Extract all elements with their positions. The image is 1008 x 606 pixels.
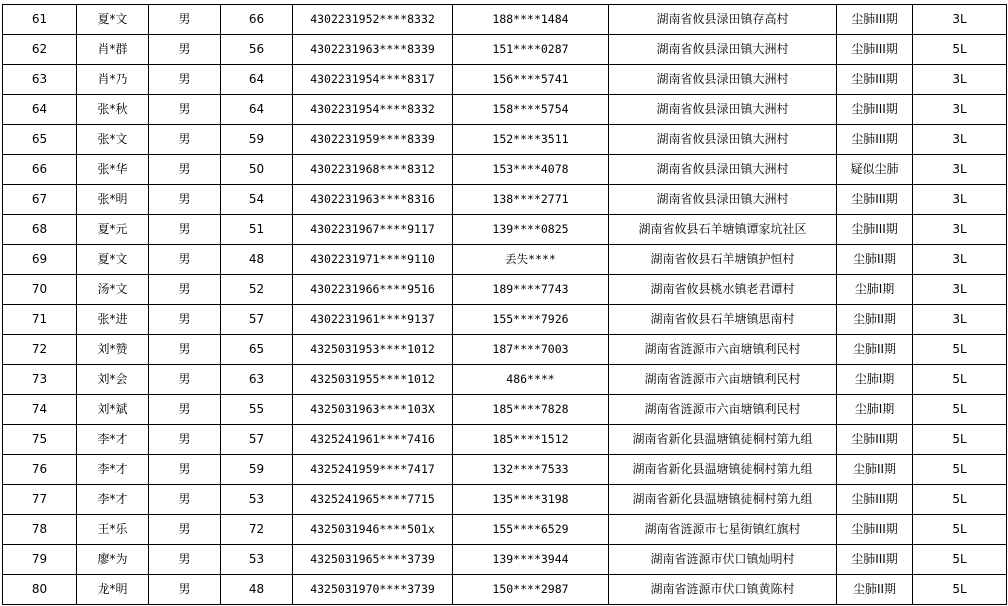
row-number-cell: 63 — [3, 65, 77, 95]
volume-cell: 5L — [913, 515, 1007, 545]
address-cell: 湖南省涟源市六亩塘镇利民村 — [609, 395, 837, 425]
address-cell: 湖南省新化县温塘镇徒桐村第九组 — [609, 425, 837, 455]
row-number-cell: 62 — [3, 35, 77, 65]
id-number-cell: 4325031953****1012 — [293, 335, 453, 365]
gender-cell: 男 — [149, 395, 221, 425]
age-cell: 64 — [221, 95, 293, 125]
name-cell: 张*文 — [77, 125, 149, 155]
row-number-cell: 73 — [3, 365, 77, 395]
volume-cell: 3L — [913, 245, 1007, 275]
address-cell: 湖南省新化县温塘镇徒桐村第九组 — [609, 485, 837, 515]
row-number-cell: 75 — [3, 425, 77, 455]
volume-cell: 3L — [913, 5, 1007, 35]
row-number-cell: 68 — [3, 215, 77, 245]
row-number-cell: 65 — [3, 125, 77, 155]
id-number-cell: 4302231968****8312 — [293, 155, 453, 185]
volume-cell: 3L — [913, 305, 1007, 335]
volume-cell: 3L — [913, 185, 1007, 215]
age-cell: 57 — [221, 425, 293, 455]
address-cell: 湖南省攸县渌田镇大洲村 — [609, 125, 837, 155]
address-cell: 湖南省攸县渌田镇大洲村 — [609, 35, 837, 65]
volume-cell: 5L — [913, 485, 1007, 515]
diagnosis-cell: 尘肺III期 — [837, 515, 913, 545]
name-cell: 汤*文 — [77, 275, 149, 305]
gender-cell: 男 — [149, 245, 221, 275]
phone-cell: 155****6529 — [453, 515, 609, 545]
id-number-cell: 4302231963****8316 — [293, 185, 453, 215]
row-number-cell: 69 — [3, 245, 77, 275]
gender-cell: 男 — [149, 515, 221, 545]
gender-cell: 男 — [149, 485, 221, 515]
id-number-cell: 4325031963****103X — [293, 395, 453, 425]
table-row — [3, 95, 1007, 125]
gender-cell: 男 — [149, 455, 221, 485]
diagnosis-cell: 尘肺III期 — [837, 35, 913, 65]
table-row — [3, 365, 1007, 395]
address-cell: 湖南省涟源市伏口镇黄陈村 — [609, 575, 837, 605]
age-cell: 56 — [221, 35, 293, 65]
table-row — [3, 185, 1007, 215]
diagnosis-cell: 疑似尘肺 — [837, 155, 913, 185]
gender-cell: 男 — [149, 155, 221, 185]
volume-cell: 5L — [913, 545, 1007, 575]
phone-cell: 486**** — [453, 365, 609, 395]
volume-cell: 5L — [913, 395, 1007, 425]
age-cell: 72 — [221, 515, 293, 545]
address-cell: 湖南省攸县渌田镇大洲村 — [609, 95, 837, 125]
diagnosis-cell: 尘肺III期 — [837, 65, 913, 95]
id-number-cell: 4302231961****9137 — [293, 305, 453, 335]
age-cell: 57 — [221, 305, 293, 335]
diagnosis-cell: 尘肺II期 — [837, 455, 913, 485]
phone-cell: 158****5754 — [453, 95, 609, 125]
age-cell: 50 — [221, 155, 293, 185]
gender-cell: 男 — [149, 215, 221, 245]
row-number-cell: 72 — [3, 335, 77, 365]
age-cell: 54 — [221, 185, 293, 215]
address-cell: 湖南省攸县渌田镇大洲村 — [609, 185, 837, 215]
row-number-cell: 74 — [3, 395, 77, 425]
id-number-cell: 4325241965****7715 — [293, 485, 453, 515]
address-cell: 湖南省攸县渌田镇大洲村 — [609, 65, 837, 95]
id-number-cell: 4302231954****8317 — [293, 65, 453, 95]
phone-cell: 155****7926 — [453, 305, 609, 335]
address-cell: 湖南省攸县桃水镇老君谭村 — [609, 275, 837, 305]
diagnosis-cell: 尘肺II期 — [837, 245, 913, 275]
row-number-cell: 67 — [3, 185, 77, 215]
row-number-cell: 77 — [3, 485, 77, 515]
age-cell: 65 — [221, 335, 293, 365]
row-number-cell: 70 — [3, 275, 77, 305]
id-number-cell: 4302231952****8332 — [293, 5, 453, 35]
patient-table — [2, 4, 1007, 605]
name-cell: 张*明 — [77, 185, 149, 215]
age-cell: 64 — [221, 65, 293, 95]
phone-cell: 156****5741 — [453, 65, 609, 95]
gender-cell: 男 — [149, 5, 221, 35]
row-number-cell: 80 — [3, 575, 77, 605]
table-row — [3, 545, 1007, 575]
name-cell: 刘*斌 — [77, 395, 149, 425]
name-cell: 刘*会 — [77, 365, 149, 395]
name-cell: 廖*为 — [77, 545, 149, 575]
address-cell: 湖南省攸县石羊塘镇护恒村 — [609, 245, 837, 275]
table-row — [3, 455, 1007, 485]
volume-cell: 5L — [913, 35, 1007, 65]
gender-cell: 男 — [149, 35, 221, 65]
phone-cell: 189****7743 — [453, 275, 609, 305]
address-cell: 湖南省攸县石羊塘镇谭家坑社区 — [609, 215, 837, 245]
gender-cell: 男 — [149, 425, 221, 455]
name-cell: 刘*赞 — [77, 335, 149, 365]
address-cell: 湖南省涟源市七星街镇红旗村 — [609, 515, 837, 545]
table-row — [3, 305, 1007, 335]
age-cell: 55 — [221, 395, 293, 425]
id-number-cell: 4302231966****9516 — [293, 275, 453, 305]
name-cell: 夏*文 — [77, 5, 149, 35]
table-row — [3, 125, 1007, 155]
gender-cell: 男 — [149, 125, 221, 155]
volume-cell: 5L — [913, 425, 1007, 455]
row-number-cell: 66 — [3, 155, 77, 185]
id-number-cell: 4302231967****9117 — [293, 215, 453, 245]
id-number-cell: 4325241961****7416 — [293, 425, 453, 455]
phone-cell: 138****2771 — [453, 185, 609, 215]
volume-cell: 3L — [913, 95, 1007, 125]
gender-cell: 男 — [149, 185, 221, 215]
phone-cell: 139****3944 — [453, 545, 609, 575]
row-number-cell: 78 — [3, 515, 77, 545]
diagnosis-cell: 尘肺III期 — [837, 5, 913, 35]
address-cell: 湖南省攸县石羊塘镇思南村 — [609, 305, 837, 335]
age-cell: 48 — [221, 575, 293, 605]
diagnosis-cell: 尘肺I期 — [837, 365, 913, 395]
phone-cell: 151****0287 — [453, 35, 609, 65]
row-number-cell: 79 — [3, 545, 77, 575]
phone-cell: 150****2987 — [453, 575, 609, 605]
gender-cell: 男 — [149, 335, 221, 365]
id-number-cell: 4325031965****3739 — [293, 545, 453, 575]
name-cell: 李*才 — [77, 485, 149, 515]
id-number-cell: 4325031955****1012 — [293, 365, 453, 395]
gender-cell: 男 — [149, 365, 221, 395]
diagnosis-cell: 尘肺III期 — [837, 125, 913, 155]
diagnosis-cell: 尘肺II期 — [837, 575, 913, 605]
id-number-cell: 4302231959****8339 — [293, 125, 453, 155]
phone-cell: 185****7828 — [453, 395, 609, 425]
id-number-cell: 4302231971****9110 — [293, 245, 453, 275]
diagnosis-cell: 尘肺III期 — [837, 485, 913, 515]
phone-cell: 139****0825 — [453, 215, 609, 245]
table-row — [3, 215, 1007, 245]
volume-cell: 5L — [913, 575, 1007, 605]
volume-cell: 5L — [913, 335, 1007, 365]
table-row — [3, 575, 1007, 605]
name-cell: 张*秋 — [77, 95, 149, 125]
gender-cell: 男 — [149, 65, 221, 95]
name-cell: 肖*群 — [77, 35, 149, 65]
table-row — [3, 5, 1007, 35]
diagnosis-cell: 尘肺I期 — [837, 275, 913, 305]
table-row — [3, 515, 1007, 545]
table-row — [3, 485, 1007, 515]
age-cell: 59 — [221, 455, 293, 485]
table-row — [3, 35, 1007, 65]
age-cell: 53 — [221, 545, 293, 575]
age-cell: 51 — [221, 215, 293, 245]
volume-cell: 3L — [913, 215, 1007, 245]
gender-cell: 男 — [149, 275, 221, 305]
phone-cell: 152****3511 — [453, 125, 609, 155]
table-row — [3, 155, 1007, 185]
diagnosis-cell: 尘肺III期 — [837, 215, 913, 245]
address-cell: 湖南省涟源市六亩塘镇利民村 — [609, 335, 837, 365]
name-cell: 夏*元 — [77, 215, 149, 245]
id-number-cell: 4302231963****8339 — [293, 35, 453, 65]
table-row — [3, 245, 1007, 275]
table-row — [3, 275, 1007, 305]
address-cell: 湖南省涟源市伏口镇灿明村 — [609, 545, 837, 575]
address-cell: 湖南省新化县温塘镇徒桐村第九组 — [609, 455, 837, 485]
table-row — [3, 65, 1007, 95]
gender-cell: 男 — [149, 545, 221, 575]
age-cell: 59 — [221, 125, 293, 155]
age-cell: 52 — [221, 275, 293, 305]
address-cell: 湖南省攸县渌田镇大洲村 — [609, 155, 837, 185]
row-number-cell: 76 — [3, 455, 77, 485]
name-cell: 王*乐 — [77, 515, 149, 545]
age-cell: 66 — [221, 5, 293, 35]
age-cell: 48 — [221, 245, 293, 275]
name-cell: 夏*文 — [77, 245, 149, 275]
diagnosis-cell: 尘肺III期 — [837, 425, 913, 455]
diagnosis-cell: 尘肺III期 — [837, 545, 913, 575]
volume-cell: 5L — [913, 365, 1007, 395]
gender-cell: 男 — [149, 95, 221, 125]
volume-cell: 3L — [913, 275, 1007, 305]
age-cell: 63 — [221, 365, 293, 395]
volume-cell: 5L — [913, 455, 1007, 485]
volume-cell: 3L — [913, 155, 1007, 185]
id-number-cell: 4325031970****3739 — [293, 575, 453, 605]
gender-cell: 男 — [149, 575, 221, 605]
name-cell: 肖*乃 — [77, 65, 149, 95]
phone-cell: 153****4078 — [453, 155, 609, 185]
row-number-cell: 61 — [3, 5, 77, 35]
name-cell: 龙*明 — [77, 575, 149, 605]
phone-cell: 132****7533 — [453, 455, 609, 485]
phone-cell: 185****1512 — [453, 425, 609, 455]
diagnosis-cell: 尘肺I期 — [837, 395, 913, 425]
diagnosis-cell: 尘肺II期 — [837, 305, 913, 335]
diagnosis-cell: 尘肺III期 — [837, 185, 913, 215]
age-cell: 53 — [221, 485, 293, 515]
id-number-cell: 4302231954****8332 — [293, 95, 453, 125]
phone-cell: 187****7003 — [453, 335, 609, 365]
name-cell: 李*才 — [77, 425, 149, 455]
address-cell: 湖南省涟源市六亩塘镇利民村 — [609, 365, 837, 395]
name-cell: 张*进 — [77, 305, 149, 335]
table-row — [3, 335, 1007, 365]
gender-cell: 男 — [149, 305, 221, 335]
row-number-cell: 64 — [3, 95, 77, 125]
volume-cell: 3L — [913, 125, 1007, 155]
phone-cell: 丢失**** — [453, 245, 609, 275]
table-row — [3, 425, 1007, 455]
table-body — [3, 5, 1007, 605]
phone-cell: 135****3198 — [453, 485, 609, 515]
address-cell: 湖南省攸县渌田镇存高村 — [609, 5, 837, 35]
row-number-cell: 71 — [3, 305, 77, 335]
name-cell: 张*华 — [77, 155, 149, 185]
name-cell: 李*才 — [77, 455, 149, 485]
id-number-cell: 4325241959****7417 — [293, 455, 453, 485]
table-row — [3, 395, 1007, 425]
diagnosis-cell: 尘肺II期 — [837, 335, 913, 365]
id-number-cell: 4325031946****501x — [293, 515, 453, 545]
diagnosis-cell: 尘肺III期 — [837, 95, 913, 125]
volume-cell: 3L — [913, 65, 1007, 95]
phone-cell: 188****1484 — [453, 5, 609, 35]
